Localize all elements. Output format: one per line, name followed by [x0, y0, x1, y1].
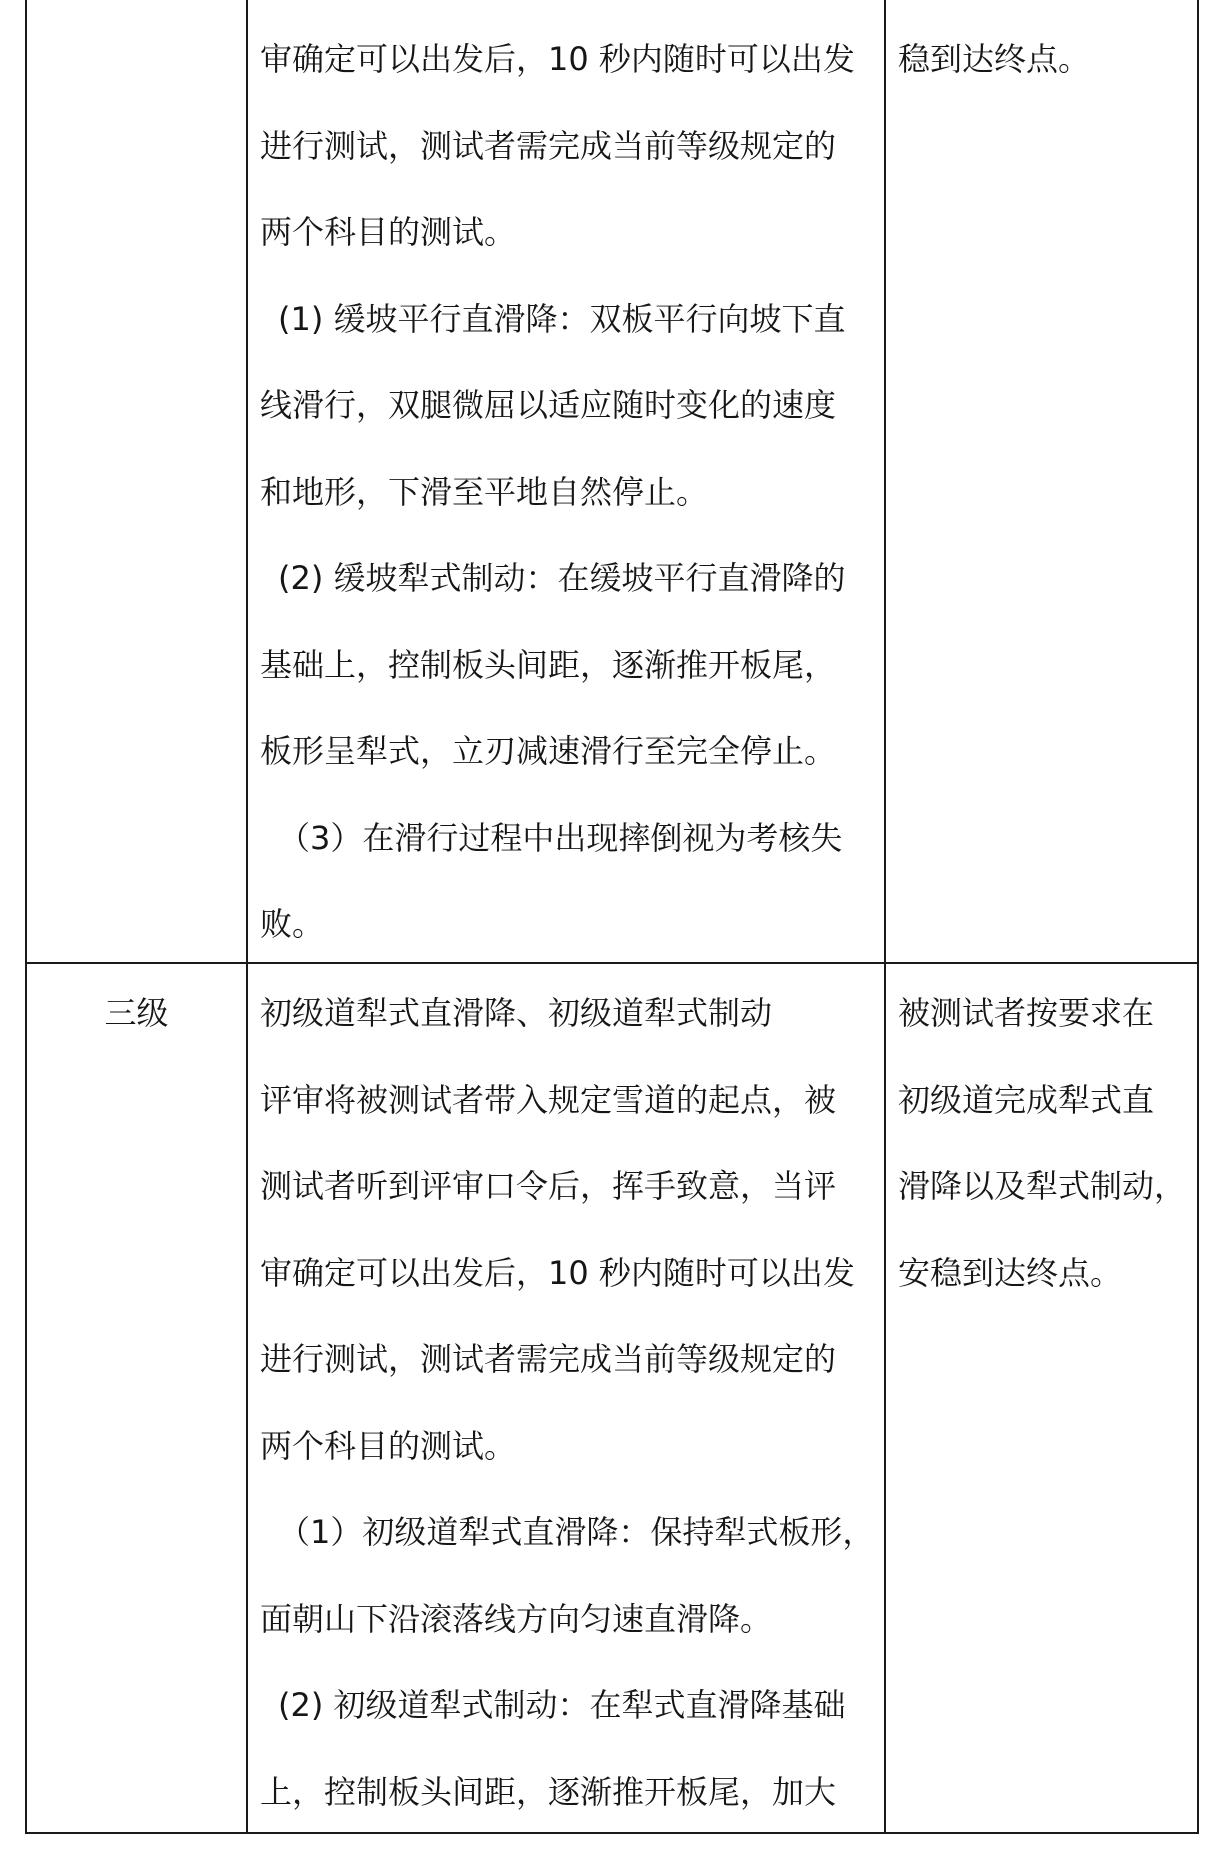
content-line: (2) 缓坡犁式制动：在缓坡平行直滑降的: [278, 559, 846, 597]
result-line: 滑降以及犁式制动，: [898, 1167, 1187, 1205]
content-line: 两个科目的测试。: [260, 1426, 517, 1465]
table-column-divider-1: [246, 0, 248, 1834]
result-line: 安稳到达终点。: [898, 1253, 1123, 1292]
content-line: 审确定可以出发后，10 秒内随时可以出发: [260, 40, 855, 78]
content-line: 测试者听到评审口令后，挥手致意，当评: [260, 1167, 837, 1205]
row-2-result-cell: [898, 970, 1186, 1316]
content-line: 上，控制板头间距，逐渐推开板尾，加大: [260, 1772, 837, 1811]
content-line: 初级道犁式直滑降、初级道犁式制动: [260, 994, 773, 1032]
content-line: 面朝山下沿滚落线方向匀速直滑降。: [260, 1599, 773, 1638]
content-line: 进行测试，测试者需完成当前等级规定的: [260, 126, 837, 165]
content-line: （3）在滑行过程中出现摔倒视为考核失: [278, 818, 843, 857]
content-line: 两个科目的测试。: [260, 213, 517, 251]
content-line: 进行测试，测试者需完成当前等级规定的: [260, 1340, 837, 1378]
result-line: 稳到达终点。: [898, 40, 1091, 78]
content-line: 和地形，下滑至平地自然停止。: [260, 472, 709, 511]
content-line: (2) 初级道犁式制动：在犁式直滑降基础: [278, 1686, 846, 1724]
table-border-right: [1197, 0, 1199, 1834]
table-border-left: [25, 0, 27, 1834]
content-line: 板形呈犁式，立刃减速滑行至完全停止。: [260, 732, 837, 770]
content-line: 审确定可以出发后，10 秒内随时可以出发: [260, 1253, 855, 1292]
table-column-divider-2: [884, 0, 886, 1834]
content-line: （1）初级道犁式直滑降：保持犁式板形，: [278, 1513, 875, 1551]
content-line: (1) 缓坡平行直滑降：双板平行向坡下直: [278, 299, 846, 338]
row-1-content-cell: [260, 16, 855, 968]
row-1-result-cell: [898, 16, 1090, 103]
content-line: 线滑行，双腿微屈以适应随时变化的速度: [260, 386, 837, 424]
content-line: 败。: [260, 905, 325, 943]
row-2-content-cell: [260, 970, 874, 1835]
content-line: 评审将被测试者带入规定雪道的起点，被: [260, 1080, 837, 1119]
content-line: 基础上，控制板头间距，逐渐推开板尾，: [260, 645, 837, 684]
result-line: 被测试者按要求在: [898, 994, 1155, 1032]
result-line: 初级道完成犁式直: [898, 1080, 1155, 1119]
row-2-level-cell: 三级: [104, 994, 169, 1032]
